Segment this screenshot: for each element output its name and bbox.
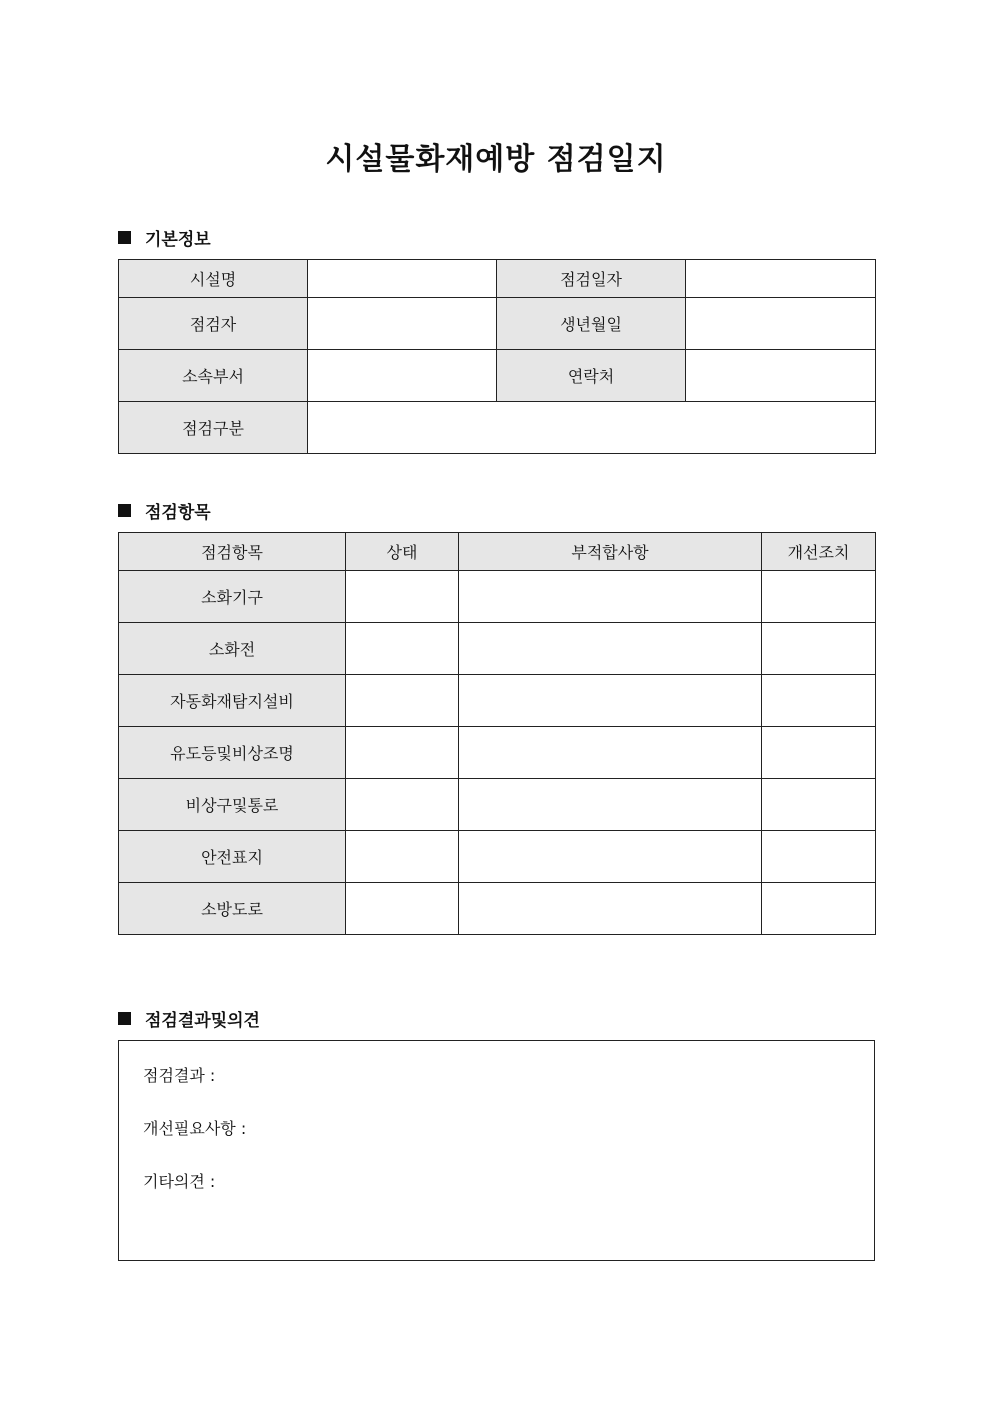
table-row [119,831,876,883]
action-cell[interactable] [762,779,876,831]
square-bullet-icon [118,231,131,244]
inspection-items-table [118,532,876,935]
section-heading-items [118,498,211,523]
section-heading-result [118,1006,260,1031]
section-heading-text: 기본정보 [145,230,211,250]
status-cell[interactable] [346,675,459,727]
status-cell[interactable] [346,779,459,831]
status-cell[interactable] [346,727,459,779]
nonconformity-cell[interactable] [459,675,762,727]
facility-name-field[interactable] [308,260,497,298]
section-heading-text: 점검항목 [145,503,211,523]
result-opinion-box[interactable] [118,1040,875,1261]
nonconformity-cell[interactable] [459,571,762,623]
square-bullet-icon [118,1012,131,1025]
item-label: 비상구및통로 [119,779,346,831]
section-heading-text: 점검결과및의견 [145,1011,260,1031]
item-label: 소방도로 [119,883,346,935]
department-field[interactable] [308,350,497,402]
nonconformity-cell[interactable] [459,831,762,883]
result-label: 점검결과 : [143,1066,216,1085]
status-cell[interactable] [346,831,459,883]
status-cell[interactable] [346,623,459,675]
category-field[interactable] [308,402,876,454]
table-row [119,623,876,675]
action-cell[interactable] [762,883,876,935]
nonconformity-cell[interactable] [459,623,762,675]
item-label: 소화전 [119,623,346,675]
improvement-label: 개선필요사항 : [143,1119,247,1138]
section-heading-basic [118,225,211,250]
action-cell[interactable] [762,571,876,623]
action-cell[interactable] [762,623,876,675]
header-nonconformity: 부적합사항 [459,533,762,571]
table-row [119,727,876,779]
action-cell[interactable] [762,831,876,883]
table-row [119,571,876,623]
nonconformity-cell[interactable] [459,883,762,935]
contact-field[interactable] [686,350,876,402]
status-cell[interactable] [346,571,459,623]
table-row [119,675,876,727]
birthdate-field[interactable] [686,298,876,350]
department-label: 소속부서 [119,350,308,402]
page-title: 시설물화재예방 점검일지 [325,142,667,177]
inspection-date-label: 점검일자 [497,260,686,298]
status-cell[interactable] [346,883,459,935]
action-cell[interactable] [762,675,876,727]
item-label: 소화기구 [119,571,346,623]
header-status: 상태 [346,533,459,571]
birthdate-label: 생년월일 [497,298,686,350]
basic-info-table [118,259,876,454]
item-label: 유도등및비상조명 [119,727,346,779]
item-label: 자동화재탐지설비 [119,675,346,727]
facility-name-label: 시설명 [119,260,308,298]
contact-label: 연락처 [497,350,686,402]
inspector-label: 점검자 [119,298,308,350]
header-action: 개선조치 [762,533,876,571]
table-row [119,883,876,935]
header-item: 점검항목 [119,533,346,571]
square-bullet-icon [118,504,131,517]
other-opinion-label: 기타의견 : [143,1172,216,1191]
action-cell[interactable] [762,727,876,779]
category-label: 점검구분 [119,402,308,454]
nonconformity-cell[interactable] [459,779,762,831]
nonconformity-cell[interactable] [459,727,762,779]
inspection-date-field[interactable] [686,260,876,298]
inspector-field[interactable] [308,298,497,350]
item-label: 안전표지 [119,831,346,883]
table-row [119,779,876,831]
